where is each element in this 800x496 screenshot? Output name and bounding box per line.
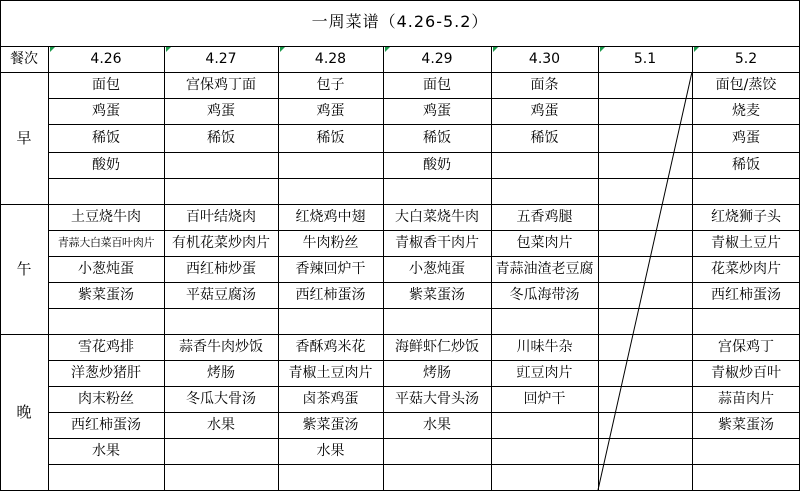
header-date: 4.27	[205, 51, 237, 67]
menu-item: 面包	[92, 77, 120, 93]
menu-item: 稀饭	[316, 130, 345, 146]
menu-item: 面包	[423, 77, 451, 93]
menu-item: 青椒香干肉片	[395, 235, 479, 251]
menu-item: 稀饭	[423, 130, 451, 146]
menu-item: 红烧狮子头	[711, 209, 781, 225]
menu-item: 回炉干	[523, 391, 566, 407]
menu-item: 稀饭	[732, 157, 760, 173]
menu-item: 面包/蒸饺	[715, 77, 777, 93]
menu-item: 牛肉粉丝	[302, 235, 359, 251]
menu-item: 川味牛杂	[516, 339, 573, 355]
menu-item: 香辣回炉干	[295, 261, 366, 277]
menu-item: 紫菜蛋汤	[409, 287, 465, 303]
meal-label: 早	[16, 129, 32, 147]
menu-item: 冬瓜海带汤	[509, 287, 580, 303]
menu-item: 西红柿蛋汤	[711, 287, 781, 303]
menu-item: 平菇大骨头汤	[395, 391, 479, 407]
menu-item: 鸡蛋	[732, 130, 760, 146]
menu-item: 西红柿蛋汤	[71, 417, 141, 433]
header-date: 4.28	[314, 51, 347, 67]
menu-item: 洋葱炒猪肝	[71, 365, 141, 381]
menu-item: 宫保鸡丁	[718, 339, 774, 355]
menu-item: 雪花鸡排	[78, 339, 134, 355]
meal-label: 午	[16, 260, 32, 278]
menu-item: 宫保鸡丁面	[186, 77, 256, 93]
diagonal-line	[598, 72, 692, 490]
menu-item: 紫菜蛋汤	[78, 287, 134, 303]
menu-item: 包子	[316, 77, 345, 93]
header-meal-label: 餐次	[10, 51, 38, 67]
meal-label: 晚	[16, 403, 32, 421]
menu-item: 花菜炒肉片	[711, 261, 781, 277]
menu-item: 小葱炖蛋	[78, 261, 134, 277]
menu-item: 包菜肉片	[516, 235, 573, 251]
menu-item: 面条	[530, 77, 559, 93]
menu-item: 稀饭	[207, 130, 235, 146]
menu-item: 大白菜烧牛肉	[395, 209, 479, 225]
menu-item: 稀饭	[530, 130, 559, 146]
header-date: 5.1	[633, 51, 657, 67]
menu-item: 青椒土豆片	[711, 235, 781, 251]
menu-item: 西红柿炒蛋	[186, 261, 256, 277]
menu-item: 平菇豆腐汤	[186, 287, 256, 303]
header-date: 4.29	[421, 51, 453, 67]
header-date: 4.30	[528, 51, 561, 67]
menu-item: 冬瓜大骨汤	[186, 391, 256, 407]
menu-item: 鸡蛋	[207, 103, 235, 119]
menu-item: 青椒土豆肉片	[288, 365, 373, 381]
menu-item: 鸡蛋	[530, 103, 559, 119]
menu-item: 紫菜蛋汤	[302, 417, 359, 433]
menu-item: 水果	[92, 443, 120, 459]
header-date: 4.26	[90, 51, 122, 67]
menu-item: 蒜苗肉片	[718, 391, 774, 407]
menu-item: 水果	[316, 443, 345, 459]
menu-item: 水果	[423, 417, 451, 433]
menu-item: 鸡蛋	[316, 103, 345, 119]
menu-item: 肉末粉丝	[78, 391, 134, 407]
menu-item: 烧麦	[732, 103, 760, 119]
menu-item: 五香鸡腿	[516, 209, 573, 225]
menu-item: 卤茶鸡蛋	[302, 391, 359, 407]
menu-item: 豇豆肉片	[516, 365, 573, 381]
menu-item: 紫菜蛋汤	[718, 417, 774, 433]
menu-item: 香酥鸡米花	[295, 339, 366, 355]
menu-item: 水果	[207, 417, 235, 433]
menu-item: 百叶结烧肉	[186, 209, 256, 225]
menu-item: 红烧鸡中翅	[295, 209, 366, 225]
menu-item: 土豆烧牛肉	[71, 209, 141, 225]
menu-item: 蒜香牛肉炒饭	[179, 339, 263, 355]
menu-item: 海鲜虾仁炒饭	[395, 339, 479, 355]
menu-item: 鸡蛋	[423, 103, 451, 119]
menu-item: 青椒炒百叶	[711, 365, 781, 381]
menu-item: 有机花菜炒肉片	[172, 235, 270, 251]
sheet-title: 一周菜谱（4.26-5.2）	[311, 12, 489, 31]
menu-item: 青蒜大白菜百叶肉片	[57, 236, 155, 249]
header-date: 5.2	[734, 51, 758, 67]
menu-item: 西红柿蛋汤	[295, 287, 366, 303]
menu-item: 青蒜油渣老豆腐	[495, 261, 594, 277]
menu-item: 烤肠	[423, 365, 451, 381]
menu-item: 鸡蛋	[92, 103, 120, 119]
menu-item: 烤肠	[207, 365, 235, 381]
menu-item: 稀饭	[92, 130, 120, 146]
menu-item: 酸奶	[92, 157, 120, 173]
menu-item: 小葱炖蛋	[409, 261, 465, 277]
menu-item: 酸奶	[423, 157, 451, 173]
